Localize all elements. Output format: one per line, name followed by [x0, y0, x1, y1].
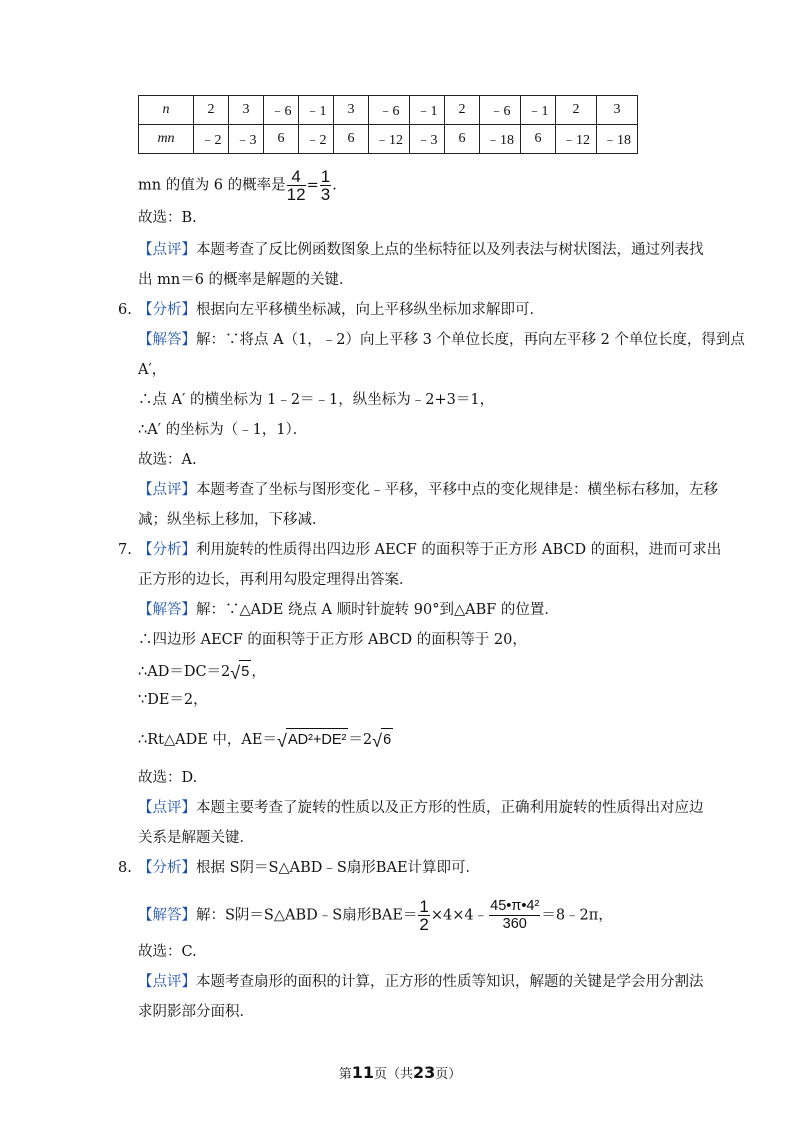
table-cell: ﹣1 [299, 96, 334, 125]
question-number: 8. [118, 860, 132, 876]
q8-review [138, 972, 704, 992]
solution-tag: 【解答】 [138, 332, 196, 348]
solution-text: 解：∵△ADE 绕点 A 顺时针旋转 90°到△ABF 的位置． [196, 602, 559, 618]
table-cell: ﹣12 [369, 125, 410, 154]
analysis-text: 根据 S阴＝S△ABD﹣S扇形BAE计算即可． [196, 860, 481, 876]
radical-sign: √ [372, 731, 383, 751]
table-row [139, 125, 638, 154]
solution-tag: 【解答】 [138, 602, 196, 618]
q5-answer: 故选：B. [138, 210, 197, 226]
sqrt-expression [372, 728, 393, 750]
q6-review-cont: 减；纵坐标上移加，下移减． [138, 512, 327, 528]
review-tag: 【点评】 [138, 482, 196, 498]
solution-text: 解：S阴＝S△ABD﹣S扇形BAE＝ [196, 907, 418, 924]
review-text: 本题考查了坐标与图形变化﹣平移，平移中点的变化规律是：横坐标右移加，左移 [196, 482, 718, 498]
fraction [287, 168, 306, 203]
analysis-tag: 【分析】 [138, 542, 196, 558]
radical-sign: √ [230, 663, 241, 683]
q7-solution-line [138, 728, 393, 750]
page-footer [0, 1063, 800, 1082]
analysis-tag: 【分析】 [138, 860, 196, 876]
q6-solution-line: ∴点 A′ 的横坐标为 1﹣2＝﹣1，纵坐标为﹣2+3＝1， [138, 392, 495, 408]
fraction-numerator: 4 [287, 168, 306, 186]
table-cell: 3 [229, 96, 264, 125]
equation-text: ∴AD＝DC＝2 [138, 664, 231, 680]
review-tag: 【点评】 [138, 242, 196, 258]
table-cell: ﹣12 [556, 125, 597, 154]
table-row [139, 96, 638, 125]
q8-answer: 故选：C. [138, 944, 197, 960]
table-cell: 2 [194, 96, 229, 125]
q7-solution [138, 600, 559, 620]
q5-probability-line [138, 168, 337, 203]
table-cell: 2 [556, 96, 597, 125]
table-cell: ﹣3 [229, 125, 264, 154]
table-cell: ﹣6 [264, 96, 299, 125]
footer-text: 页） [435, 1067, 462, 1082]
footer-text: 页（共 [373, 1067, 413, 1082]
footer-text: 第 [338, 1067, 352, 1082]
q8-review-cont: 求阴影部分面积． [138, 1004, 254, 1020]
table-cell: ﹣6 [369, 96, 410, 125]
table-cell: ﹣18 [480, 125, 521, 154]
review-text: 本题考查扇形的面积的计算，正方形的性质等知识，解题的关键是学会用分割法 [196, 974, 704, 990]
analysis-tag: 【分析】 [138, 302, 196, 318]
table-cell: 3 [334, 96, 369, 125]
fraction-denominator: 360 [502, 916, 527, 932]
radical-sign: √ [276, 731, 287, 751]
q8-analysis [138, 858, 480, 878]
fraction [320, 168, 331, 203]
review-text: 本题考查了反比例函数图象上点的坐标特征以及列表法与树状图法，通过列表找 [196, 242, 704, 258]
table-cell: 6 [445, 125, 480, 154]
table-cell: 6 [264, 125, 299, 154]
table-cell: ﹣3 [410, 125, 445, 154]
period: . [332, 177, 337, 194]
equation-text: ＝2 [348, 732, 373, 748]
q8-solution [138, 898, 613, 933]
page-total: 23 [413, 1063, 436, 1082]
equation-text: ＝8﹣2π， [541, 907, 613, 924]
fraction [489, 898, 540, 933]
q7-analysis-cont: 正方形的边长，再利用勾股定理得出答案． [138, 572, 414, 588]
q6-answer: 故选：A. [138, 452, 197, 468]
table-cell: 6 [334, 125, 369, 154]
q7-analysis [138, 540, 721, 560]
table-cell: 6 [521, 125, 556, 154]
review-tag: 【点评】 [138, 974, 196, 990]
fraction-denominator: 3 [320, 185, 331, 204]
fraction-numerator: 45•π•4² [490, 898, 540, 914]
table-cell: ﹣2 [299, 125, 334, 154]
q7-solution-line: ∴四边形 AECF 的面积等于正方形 ABCD 的面积等于 20， [138, 632, 527, 648]
table-cell: 2 [445, 96, 480, 125]
sqrt-expression [230, 660, 251, 682]
product-table [138, 95, 638, 154]
table-row-label: n [139, 96, 194, 125]
solution-tag: 【解答】 [138, 907, 196, 924]
q6-analysis [138, 300, 544, 320]
q7-review [138, 798, 704, 818]
q6-solution-line: A′， [138, 362, 167, 378]
q7-answer: 故选：D. [138, 770, 198, 786]
radicand: 5 [239, 660, 251, 682]
punctuation: ， [251, 664, 266, 680]
question-number: 7. [118, 542, 132, 558]
q5-review-cont: 出 mn＝6 的概率是解题的关键． [138, 272, 354, 288]
page-number: 11 [351, 1063, 374, 1082]
fraction-numerator: 1 [419, 897, 429, 916]
review-tag: 【点评】 [138, 800, 196, 816]
table-cell: 3 [597, 96, 638, 125]
q7-solution-line [138, 660, 266, 682]
table-cell: ﹣2 [194, 125, 229, 154]
q7-solution-line: ∵DE＝2， [138, 692, 208, 708]
fraction-denominator: 12 [286, 185, 306, 204]
analysis-text: 利用旋转的性质得出四边形 AECF 的面积等于正方形 ABCD 的面积，进而可求出 [196, 542, 722, 558]
table-cell: ﹣1 [521, 96, 556, 125]
q6-solution [138, 330, 745, 350]
equation-text: ∴Rt△ADE 中，AE＝ [138, 732, 277, 748]
radicand: 6 [381, 728, 393, 750]
solution-text: 解：∵将点 A（1，﹣2）向上平移 3 个单位长度，再向左平移 2 个单位长度，得到点 [196, 332, 745, 348]
q6-solution-line: ∴A′ 的坐标为（﹣1，1）． [138, 422, 308, 438]
table-cell: ﹣1 [410, 96, 445, 125]
q5-review [138, 240, 704, 260]
review-text: 本题主要考查了旋转的性质以及正方形的性质，正确利用旋转的性质得出对应边 [196, 800, 704, 816]
question-number: 6. [118, 302, 132, 318]
radicand: AD²+DE² [286, 728, 348, 750]
table-row-label: mn [139, 125, 194, 154]
equation-text: ×4×4﹣ [430, 907, 489, 924]
q7-review-cont: 关系是解题关键． [138, 830, 254, 846]
fraction-numerator: 1 [320, 167, 331, 186]
table-cell: ﹣6 [480, 96, 521, 125]
q6-review [138, 480, 718, 500]
sqrt-expression [277, 728, 348, 750]
analysis-text: 根据向左平移横坐标减，向上平移纵坐标加求解即可． [196, 302, 544, 318]
fraction-denominator: 2 [419, 915, 429, 934]
fraction [418, 898, 429, 933]
equals-sign: = [306, 177, 319, 194]
table-cell: ﹣18 [597, 125, 638, 154]
q5-probability-text: mn 的值为 6 的概率是 [138, 177, 286, 194]
